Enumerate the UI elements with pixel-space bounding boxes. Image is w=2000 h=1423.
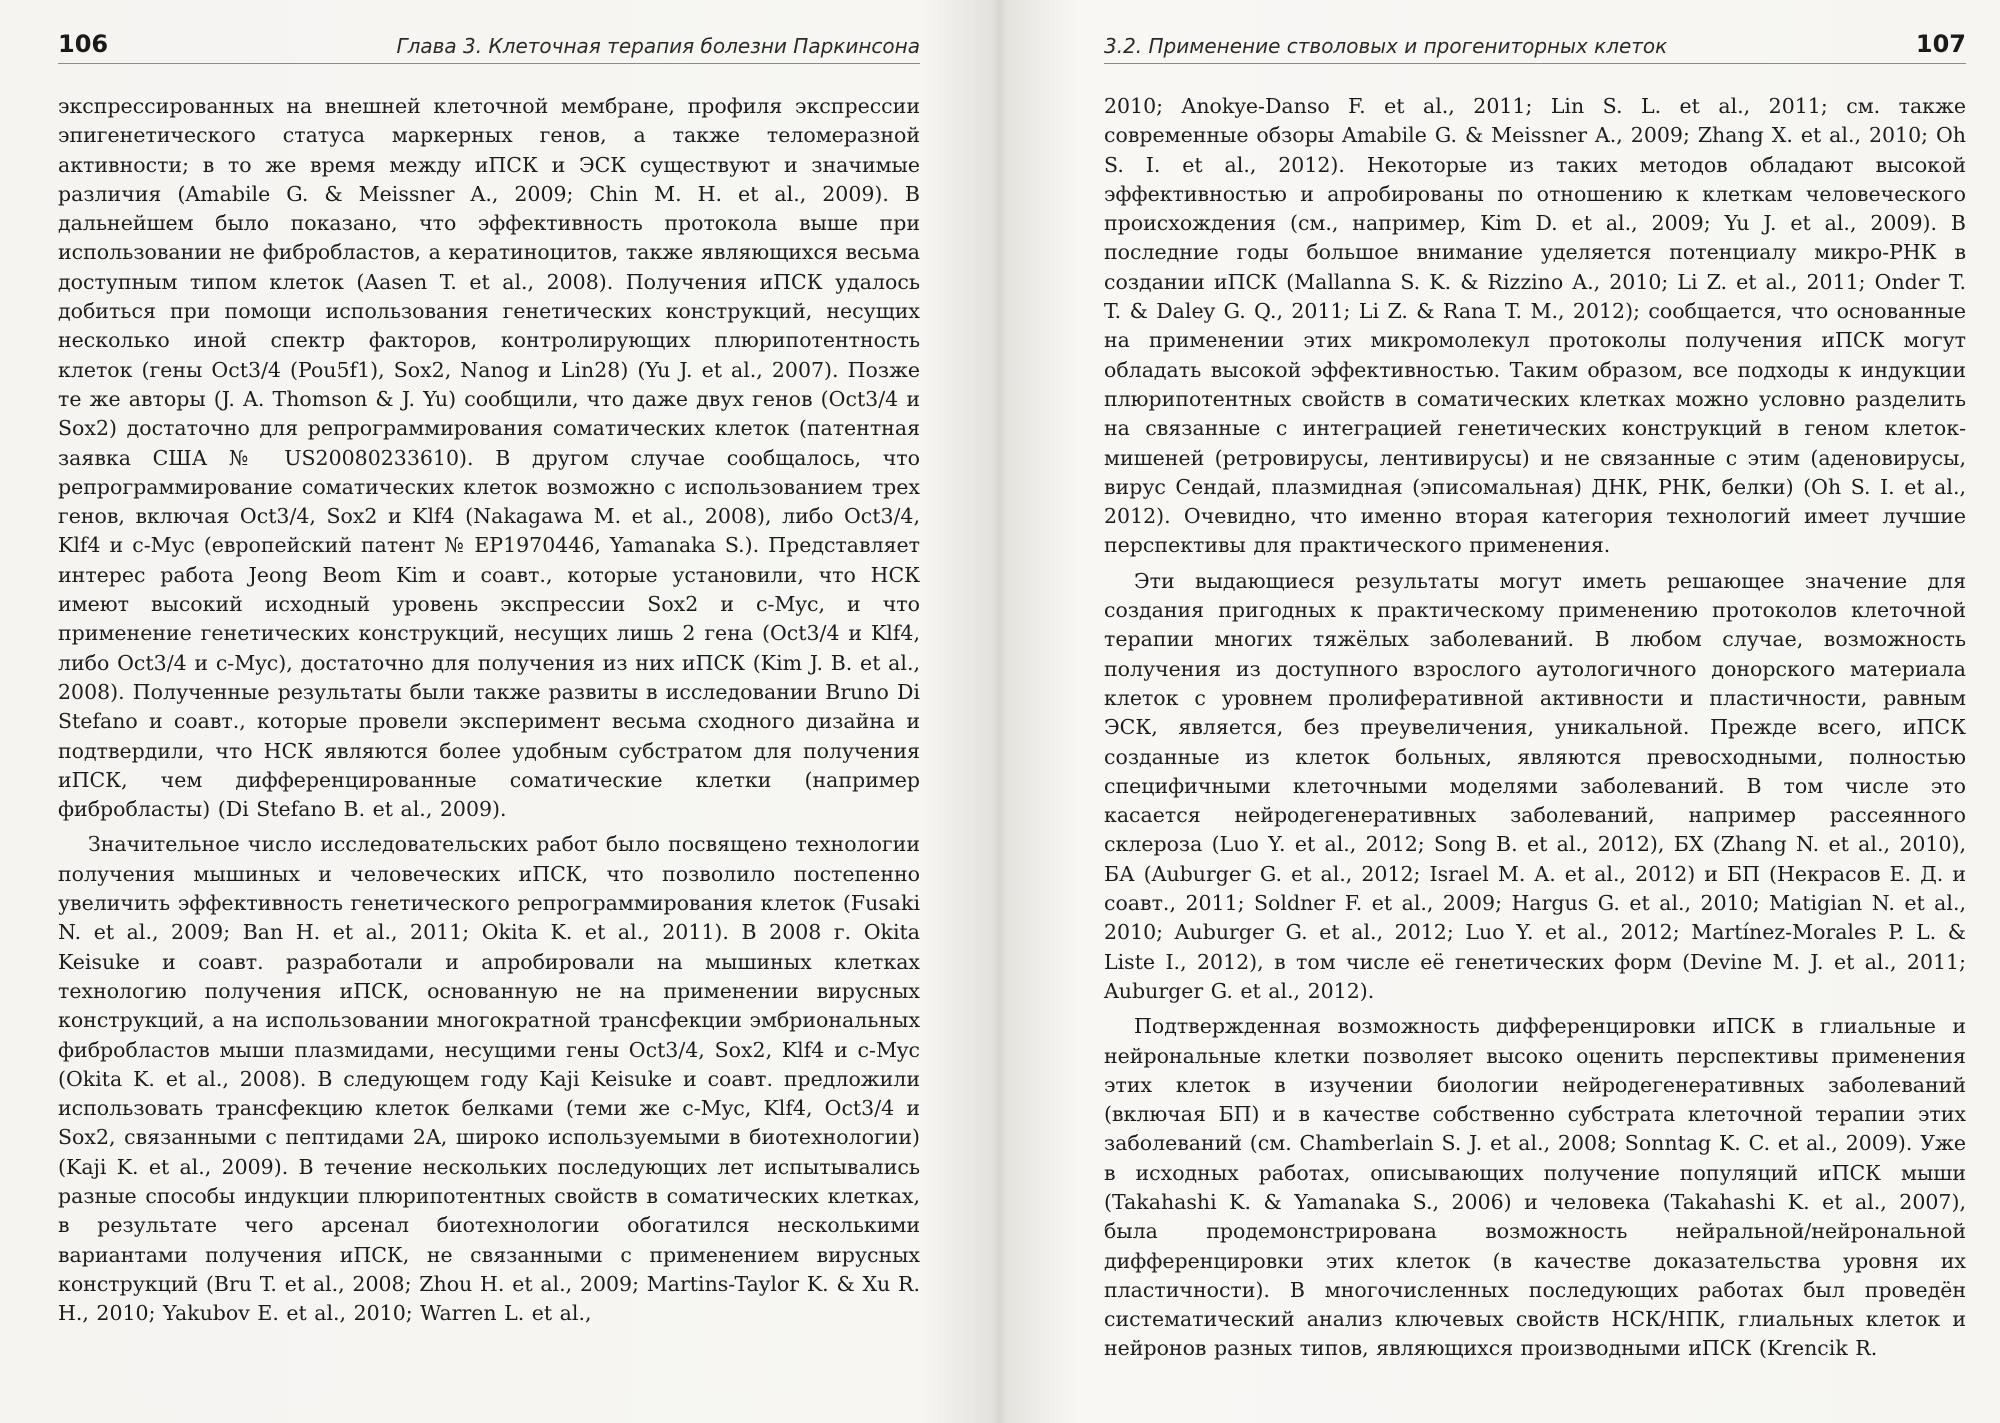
right-page [1000,0,2000,1423]
header-rule [1104,63,1966,64]
paragraph: 2010; Anokye-Danso F. et al., 2011; Lin S. L. et al., 2011; см. также современные обзоры Amabile G. & Meissner A., 2009; Zhang X. et al., 2010; Oh S. I. et al., 2012). Некоторые из таких методов обладают высокой эффективностью и апробированы по отношению к клеткам человеческого происхождения (см., например, Kim D. et al., 2009; Yu J. et al., 2009). В последние годы большое внимание уделяется потенциалу микро-РНК в создании иПСК (Mallanna S. K. & Rizzino A., 2010; Li Z. et al., 2011; Onder T. T. & Daley G. Q., 2011; Li Z. & Rana T. M., 2012); сообщается, что основанные на применении этих микромолекул протоколы получения иПСК могут обладать высокой эффективностью. Таким образом, все подходы к индукции плюрипотентных свойств в соматических клетках можно условно разделить на связанные с интеграцией генетических конструкций в геном клеток-мишеней (ретровирусы, лентивирусы) и не связанные с этим (аденовирусы, вирус Сендай, плазмидная (эписомальная) ДНК, РНК, белки) (Oh S. I. et al., 2012). Очевидно, что именно вторая категория технологий имеет лучшие перспективы для практического применения. [1104,94,1966,558]
page-number-left: 106 [58,30,109,58]
paragraph: Значительное число исследовательских работ было посвящено технологии получения мышиных и человеческих иПСК, что позволило постепенно увеличить эффективность генетического репрограммирования клеток (Fusaki N. et al., 2009; Ban H. et al., 2011; Okita K. et al., 2011). В 2008 г. Okita Keisuke и соавт. разработали и апробировали на мышиных клетках технологию получения иПСК, основанную не на применении вирусных конструкций, а на использовании многократной трансфекции эмбриональных фибробластов мыши плазмидами, несущими гены Oct3/4, Sox2, Klf4 и c-Myc (Okita K. et al., 2008). В следующем году Kaji Keisuke и соавт. предложили использовать трансфекцию клеток белками (теми же c-Myc, Klf4, Oct3/4 и Sox2, связанными с пептидами 2A, широко используемыми в биотехнологии) (Kaji K. et al., 2009). В течение нескольких последующих лет испытывались разные способы индукции плюрипотентных свойств в соматических клетках, в результате чего арсенал биотехнологии обогатился несколькими вариантами получения иПСК, не связанными с применением вирусных конструкций (Bru T. et al., 2008; Zhou H. et al., 2009; Martins-Taylor K. & Xu R. H., 2010; Yakubov E. et al., 2010; Warren L. et al., [58,832,920,1326]
paragraph: Эти выдающиеся результаты могут иметь решающее значение для создания пригодных к практическому применению протоколов клеточной терапии многих тяжёлых заболеваний. В любом случае, возможность получения из доступного взрослого аутологичного донорского материала клеток с уровнем пролиферативной активности и пластичности, равным ЭСК, является, без преувеличения, уникальной. Прежде всего, иПСК созданные из клеток больных, являются превосходными, полностью специфичными клеточными моделями заболеваний. В том числе это касается нейродегенеративных заболеваний, например рассеянного склероза (Luo Y. et al., 2012; Song B. et al., 2012), БХ (Zhang N. et al., 2010), БА (Auburger G. et al., 2012; Israel M. A. et al., 2012) и БП (Некрасов Е. Д. и соавт., 2011; Soldner F. et al., 2009; Hargus G. et al., 2010; Matigian N. et al., 2010; Auburger G. et al., 2012; Luo Y. et al., 2012; Martínez-Morales P. L. & Liste I., 2012), в том числе её генетических форм (Devine M. J. et al., 2011; Auburger G. et al., 2012). [1104,568,1966,1003]
running-head-left [58,30,920,70]
chapter-title: Глава 3. Клеточная терапия болезни Паркинсона [396,34,920,58]
right-page-body [1104,92,1966,1364]
header-rule [58,63,920,64]
left-page-body [58,92,920,1328]
paragraph: Подтвержденная возможность дифференцировки иПСК в глиальные и нейрональные клетки позволяет высоко оценить перспективы применения этих клеток в изучении биологии нейродегенеративных заболеваний (включая БП) и в качестве собственно субстрата клеточной терапии этих заболеваний (см. Chamberlain S. J. et al., 2008; Sonntag K. C. et al., 2009). Уже в исходных работах, описывающих получение популяций иПСК мыши (Takahashi K. & Yamanaka S., 2006) и человека (Takahashi K. et al., 2007), была продемонстрирована возможность нейральной/нейрональной дифференцировки этих клеток (в качестве доказательства уровня их пластичности). В многочисленных последующих работах был проведён систематический анализ ключевых свойств НСК/НПК, глиальных клеток и нейронов разных типов, являющихся производными иПСК (Krencik R. [1104,1014,1966,1361]
running-head-right [1104,30,1966,70]
page-number-right: 107 [1915,30,1966,58]
section-title: 3.2. Применение стволовых и прогениторных клеток [1104,34,1668,58]
paragraph: экспрессированных на внешней клеточной мембране, профиля экспрессии эпигенетического статуса маркерных генов, а также теломеразной активности; в то же время между иПСК и ЭСК существуют и значимые различия (Amabile G. & Meissner A., 2009; Chin M. H. et al., 2009). В дальнейшем было показано, что эффективность протокола выше при использовании не фибробластов, а кератиноцитов, также являющихся весьма доступным типом клеток (Aasen T. et al., 2008). Получения иПСК удалось добиться при помощи использования генетических конструкций, несущих несколько иной спектр факторов, контролирующих плюрипотентность клеток (гены Oct3/4 (Pou5f1), Sox2, Nanog и Lin28) (Yu J. et al., 2007). Позже те же авторы (J. A. Thomson & J. Yu) сообщили, что даже двух генов (Oct3/4 и Sox2) достаточно для репрограммирования соматических клеток (патентная заявка США № US20080233610). В другом случае сообщалось, что репрограммирование соматических клеток возможно с использованием трех генов, включая Oct3/4, Sox2 и Klf4 (Nakagawa M. et al., 2008), либо Oct3/4, Klf4 и c-Myc (европейский патент № EP1970446, Yamanaka S.). Представляет интерес работа Jeong Beom Kim и соавт., которые установили, что НСК имеют высокий исходный уровень экспрессии Sox2 и c-Myc, и что применение генетических конструкций, несущих лишь 2 гена (Oct3/4 и Klf4, либо Oct3/4 и c-Myc), достаточно для получения из них иПСК (Kim J. B. et al., 2008). Полученные результаты были также развиты в исследовании Bruno Di Stefano и соавт., которые провели эксперимент весьма сходного дизайна и подтвердили, что НСК являются более удобным субстратом для получения иПСК, чем дифференцированные соматические клетки (например фибробласты) (Di Stefano B. et al., 2009). [58,94,920,822]
